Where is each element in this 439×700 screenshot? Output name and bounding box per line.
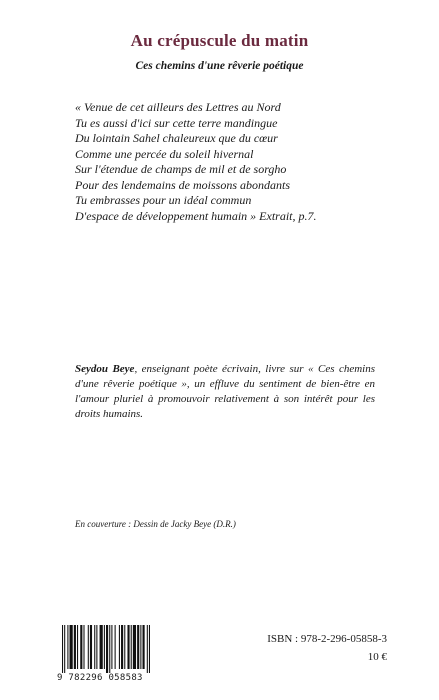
author-name: Seydou Beye — [75, 363, 135, 375]
barcode-bar — [140, 625, 141, 669]
poem-line: Comme une percée du soleil hivernal — [75, 146, 254, 161]
barcode-bar — [131, 625, 132, 669]
barcode-bar — [127, 625, 129, 669]
barcode-bar — [88, 625, 89, 669]
barcode-bar — [111, 625, 112, 669]
poem-line: « Venue de cet ailleurs des Lettres au Nord — [75, 100, 281, 114]
poem-line: Sur l'étendue de champs de mil et de sorgho — [75, 162, 287, 176]
barcode-bars — [62, 625, 150, 673]
poem-line: Pour des lendemains de moissons abondants — [75, 177, 290, 192]
book-subtitle: Ces chemins d'une rêverie poétique — [135, 60, 304, 72]
barcode-bar — [115, 625, 116, 669]
barcode-bar — [142, 625, 144, 669]
barcode-bar — [137, 625, 139, 669]
barcode-bar — [74, 625, 76, 669]
poem-line: D'espace de développement humain » Extrait, p.7. — [75, 208, 317, 223]
barcode-bar — [124, 625, 125, 669]
barcode-bar — [104, 625, 105, 669]
barcode-bar — [70, 625, 73, 669]
price: 10 € — [367, 651, 387, 663]
book-title: Au crépuscule du matin — [130, 31, 309, 50]
author-bio — [75, 362, 375, 422]
barcode-bar — [106, 625, 108, 673]
author-bio-text: , enseignant poète écrivain, livre sur « Ces chemins d'une rêverie poétique », un effluve du sentiment de bien-être en l'amour pluriel à promouvoir relativement à son intérêt pour les droits humains. — [75, 363, 376, 420]
barcode-bar — [67, 625, 68, 669]
barcode-bar — [80, 625, 82, 669]
poem-line: Tu embrasses pour un idéal commun — [75, 193, 252, 207]
barcode-bar — [77, 625, 78, 669]
barcode-bar — [149, 625, 150, 673]
barcode-bar — [64, 625, 65, 673]
barcode-bar — [109, 625, 110, 673]
poem-excerpt — [75, 100, 415, 224]
barcode-bar — [94, 625, 95, 669]
barcode-bar — [119, 625, 120, 669]
barcode-bar — [121, 625, 123, 669]
barcode-bar — [133, 625, 136, 669]
poem-line: Tu es aussi d'ici sur cette terre mandingue — [75, 115, 278, 130]
barcode-digits: 9 782296 058583 — [57, 673, 143, 683]
barcode-bar — [96, 625, 97, 669]
barcode — [57, 625, 153, 685]
barcode-bar — [100, 625, 103, 669]
barcode-bar — [83, 625, 84, 669]
barcode-bar — [62, 625, 63, 673]
poem-line: Du lointain Sahel chaleureux que du cœur — [75, 131, 278, 145]
barcode-bar — [147, 625, 148, 673]
isbn: ISBN : 978-2-296-05858-3 — [267, 633, 387, 645]
barcode-bar — [90, 625, 92, 669]
cover-credit: En couverture : Dessin de Jacky Beye (D.R.) — [75, 519, 236, 529]
